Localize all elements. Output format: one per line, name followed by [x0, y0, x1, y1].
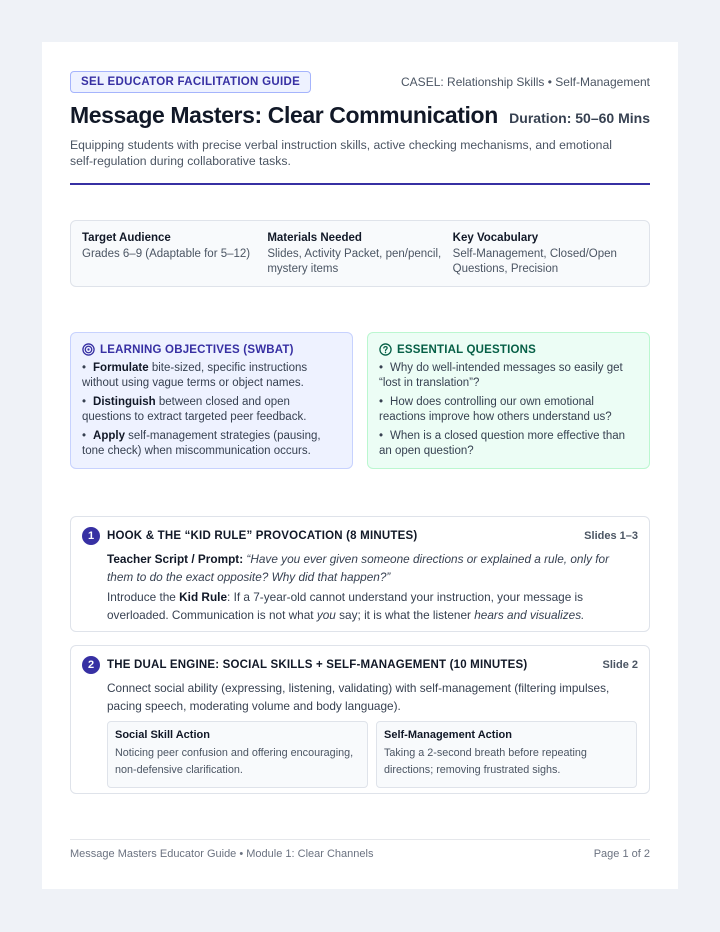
header-top: [70, 70, 650, 94]
script-text: “Have you ever given someone directions or explained a rule, only for them to do the exact opposite? Why did that happen?”: [107, 552, 610, 584]
section-body: [107, 679, 638, 788]
casel-competencies: CASEL: Relationship Skills • Self-Management: [401, 75, 650, 89]
question-circle-icon: [379, 343, 392, 356]
essential-questions-box: [367, 332, 650, 469]
self-management-card: [376, 721, 637, 788]
page-number: Page 1 of 2: [593, 848, 650, 860]
card-text: Noticing peer confusion and offering encouraging, non-defensive clarification.: [115, 747, 354, 776]
objective-text: between closed and open questions to extract targeted peer feedback.: [82, 396, 307, 423]
info-label: Key Vocabulary: [452, 232, 539, 244]
social-skill-card: [107, 721, 368, 788]
objectives-list: [82, 361, 341, 458]
document-page: [42, 42, 678, 889]
card-title: Social Skill Action: [115, 729, 210, 741]
rule-text: say; it is what the listener: [335, 608, 475, 622]
rule-text: : If a 7-year-old cannot understand your instruction, your message is overloaded. Communication is not what: [107, 590, 584, 622]
rule-emphasis: you: [316, 608, 336, 622]
section-title: HOOK & THE “KID RULE” PROVOCATION (8 MINUTES): [107, 530, 418, 542]
info-label: Materials Needed: [267, 232, 362, 244]
list-item: • How does controlling our own emotional reactions improve how others understand us?: [379, 395, 638, 424]
section-number-badge: 2: [82, 656, 100, 674]
objective-verb: Formulate: [93, 362, 149, 374]
page-subtitle: Equipping students with precise verbal instruction skills, active checking mechanisms, and emotional self-regulation during collaborative tasks.: [70, 138, 612, 168]
info-text: Grades 6–9 (Adaptable for 5–12): [82, 248, 251, 260]
script-label: Teacher Script / Prompt:: [107, 552, 244, 566]
section-header: [82, 656, 638, 674]
rule-emphasis: hears and visualizes.: [474, 608, 585, 622]
objectives-heading-text: LEARNING OBJECTIVES (SWBAT): [100, 343, 294, 356]
section-title: THE DUAL ENGINE: SOCIAL SKILLS + SELF-MANAGEMENT (10 MINUTES): [107, 659, 528, 671]
teacher-script: [107, 550, 638, 586]
materials-needed: [267, 232, 452, 275]
lesson-info-card: [70, 220, 650, 287]
info-text: Slides, Activity Packet, pen/pencil, mystery items: [267, 248, 442, 275]
objectives-heading: [82, 343, 341, 356]
section-description: Connect social ability (expressing, listening, validating) with self-management (filtering impulses, pacing speech, moderating volume and body language).: [107, 681, 610, 713]
card-text: Taking a 2-second breath before repeating directions; removing frustrated sighs.: [384, 747, 587, 776]
questions-heading: [379, 343, 638, 356]
section-number-badge: 1: [82, 527, 100, 545]
list-item: [82, 361, 341, 390]
key-vocabulary: [453, 232, 638, 275]
section-body: [107, 550, 638, 624]
target-audience: [82, 232, 267, 275]
info-text: Self-Management, Closed/Open Questions, Precision: [452, 248, 617, 275]
rule-term: Kid Rule: [179, 590, 228, 604]
rule-text: Introduce the: [107, 590, 180, 604]
section-header: [82, 527, 638, 545]
card-title: Self-Management Action: [384, 729, 512, 741]
objective-text: self-management strategies (pausing, tone check) when miscommunication occurs.: [82, 430, 321, 457]
list-item: [82, 429, 341, 458]
page-title: Message Masters: Clear Communication: [70, 102, 498, 128]
questions-heading-text: ESSENTIAL QUESTIONS: [397, 343, 537, 356]
slide-reference: Slides 1–3: [584, 530, 638, 542]
footer-module: Message Masters Educator Guide • Module 1: Clear Channels: [70, 848, 374, 860]
kid-rule: [107, 588, 638, 624]
guide-tag: SEL EDUCATOR FACILITATION GUIDE: [70, 71, 311, 93]
section-dual-engine: [70, 645, 650, 794]
list-item: • When is a closed question more effective than an open question?: [379, 429, 638, 458]
list-item: • Why do well-intended messages so easily get “lost in translation”?: [379, 361, 638, 390]
objective-verb: Distinguish: [93, 396, 156, 408]
list-item: [82, 395, 341, 424]
header-divider: [70, 183, 650, 185]
page-footer: [70, 839, 650, 860]
slide-reference: Slide 2: [602, 659, 638, 671]
title-row: [70, 102, 650, 129]
page-content: [70, 70, 650, 860]
learning-objectives-box: [70, 332, 353, 469]
objective-verb: Apply: [93, 430, 125, 442]
section-hook: [70, 516, 650, 632]
info-label: Target Audience: [82, 232, 171, 244]
objective-text: bite-sized, specific instructions without using vague terms or object names.: [82, 362, 308, 389]
target-icon: [82, 343, 95, 356]
action-cards: [107, 721, 638, 788]
questions-list: [379, 361, 638, 458]
duration: Duration: 50–60 Mins: [509, 110, 650, 126]
